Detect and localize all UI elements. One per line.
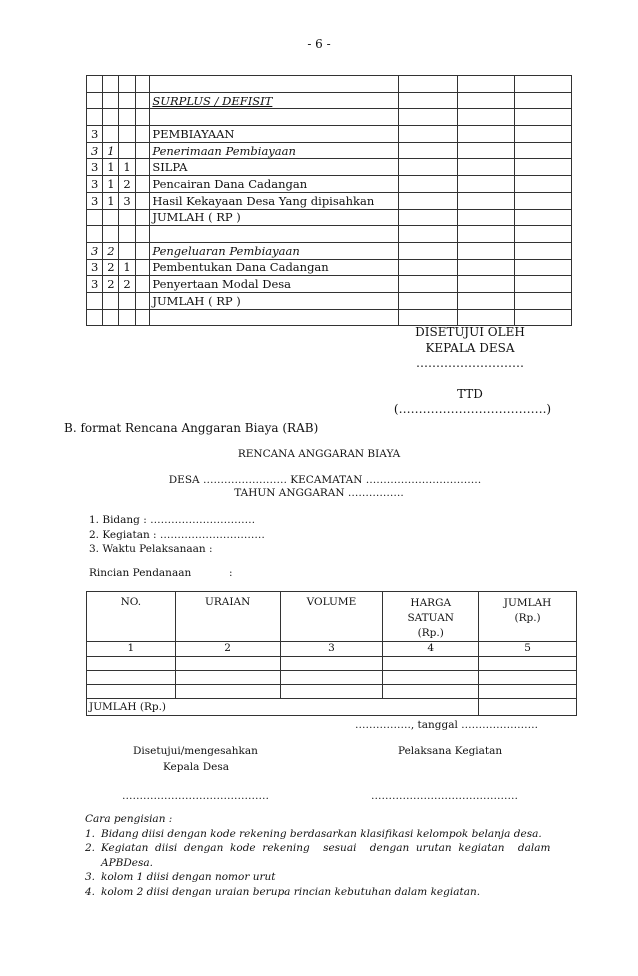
rab-number-row	[87, 642, 577, 657]
field-kegiatan: 2. Kegiatan : …………………………	[89, 529, 265, 541]
code-cell	[103, 76, 119, 93]
amount-cell	[515, 76, 572, 93]
num-1: 1	[87, 642, 176, 657]
code-cell	[135, 309, 150, 326]
amount-cell	[458, 92, 515, 109]
amount-cell	[458, 209, 515, 226]
num-4: 4	[383, 642, 479, 657]
amount-cell	[515, 309, 572, 326]
code-cell	[135, 159, 150, 176]
amount-cell	[515, 92, 572, 109]
col-volume: VOLUME	[280, 592, 383, 642]
code-cell: 3	[87, 159, 103, 176]
code-cell: 3	[87, 126, 103, 143]
rab-total-row	[87, 699, 577, 716]
notes-title: Cara pengisian :	[85, 813, 173, 825]
amount-cell	[399, 292, 458, 309]
list-item	[85, 827, 550, 842]
list-number: 2.	[85, 842, 96, 855]
code-cell	[87, 76, 103, 93]
amount-cell	[515, 292, 572, 309]
table-row	[87, 92, 572, 109]
table-row	[87, 126, 572, 143]
code-cell: 3	[87, 192, 103, 209]
code-cell	[135, 209, 150, 226]
amount-cell	[515, 109, 572, 126]
sig-left-role: Kepala Desa	[163, 761, 229, 773]
col-jumlah: JUMLAH (Rp.)	[479, 592, 577, 642]
code-cell: 3	[87, 276, 103, 293]
amount-cell	[399, 209, 458, 226]
table-row	[87, 192, 572, 209]
table-row	[87, 657, 577, 671]
filling-instructions	[85, 812, 550, 900]
code-cell	[119, 242, 135, 259]
amount-cell	[399, 92, 458, 109]
code-cell: 1	[103, 192, 119, 209]
list-text: kolom 1 diisi dengan nomor urut	[101, 871, 276, 884]
amount-cell	[399, 176, 458, 193]
list-number: 3.	[85, 871, 96, 884]
list-text: Bidang diisi dengan kode rekening berdasarkan klasifikasi kelompok belanja desa.	[101, 827, 542, 840]
code-cell	[135, 276, 150, 293]
sig-right-line: ……………………………………	[371, 790, 518, 802]
amount-cell	[399, 242, 458, 259]
table-row	[87, 142, 572, 159]
amount-cell	[515, 176, 572, 193]
code-cell	[135, 126, 150, 143]
account-label: Pengeluaran Pembiayaan	[150, 242, 399, 259]
sig-right-title: Pelaksana Kegiatan	[398, 745, 503, 757]
amount-cell	[515, 126, 572, 143]
code-cell	[135, 76, 150, 93]
amount-cell	[399, 109, 458, 126]
account-label: JUMLAH ( RP )	[150, 209, 399, 226]
account-label: Penyertaan Modal Desa	[150, 276, 399, 293]
code-cell	[119, 292, 135, 309]
place-date: ……………., tanggal ………………….	[355, 719, 538, 731]
num-3: 3	[280, 642, 383, 657]
amount-cell	[458, 192, 515, 209]
amount-cell	[458, 259, 515, 276]
code-cell	[103, 109, 119, 126]
code-cell	[87, 209, 103, 226]
account-label: JUMLAH ( RP )	[150, 292, 399, 309]
code-cell: 2	[119, 276, 135, 293]
code-cell	[103, 226, 119, 243]
amount-cell	[458, 309, 515, 326]
amount-cell	[515, 192, 572, 209]
col-no: NO.	[87, 592, 176, 642]
amount-cell	[399, 259, 458, 276]
table-row	[87, 176, 572, 193]
table-row	[87, 159, 572, 176]
page-number: - 6 -	[307, 37, 331, 51]
code-cell	[103, 309, 119, 326]
amount-cell	[515, 226, 572, 243]
account-label	[150, 226, 399, 243]
code-cell: 3	[119, 192, 135, 209]
approval-blank: ………………………	[416, 356, 524, 370]
code-cell: 1	[103, 176, 119, 193]
code-cell	[87, 226, 103, 243]
approval-signature: TTD	[457, 387, 483, 401]
code-cell	[87, 109, 103, 126]
rincian-label: Rincian Pendanaan	[89, 567, 192, 579]
code-cell: 3	[87, 176, 103, 193]
amount-cell	[458, 159, 515, 176]
code-cell	[135, 242, 150, 259]
code-cell: 1	[119, 159, 135, 176]
col-uraian: URAIAN	[175, 592, 280, 642]
rab-table	[86, 591, 577, 716]
amount-cell	[458, 109, 515, 126]
account-label	[150, 109, 399, 126]
code-cell	[119, 226, 135, 243]
code-cell	[103, 92, 119, 109]
code-cell: 3	[87, 142, 103, 159]
amount-cell	[458, 176, 515, 193]
account-label: Pembentukan Dana Cadangan	[150, 259, 399, 276]
list-text: kolom 2 diisi dengan uraian berupa rincian kebutuhan dalam kegiatan.	[101, 885, 481, 898]
table-row	[87, 685, 577, 699]
rab-header-row	[87, 592, 577, 642]
account-label: Penerimaan Pembiayaan	[150, 142, 399, 159]
sig-left-line: ……………………………………	[122, 790, 269, 802]
code-cell	[135, 292, 150, 309]
code-cell	[119, 109, 135, 126]
rab-title: RENCANA ANGGARAN BIAYA	[237, 448, 401, 460]
code-cell: 2	[119, 176, 135, 193]
table-row	[87, 242, 572, 259]
table-row	[87, 671, 577, 685]
amount-cell	[515, 276, 572, 293]
amount-cell	[458, 242, 515, 259]
list-number	[85, 856, 101, 871]
account-label	[150, 309, 399, 326]
code-cell: 1	[103, 142, 119, 159]
code-cell	[103, 209, 119, 226]
account-label: SILPA	[150, 159, 399, 176]
code-cell	[135, 176, 150, 193]
amount-cell	[399, 126, 458, 143]
table-row	[87, 226, 572, 243]
approval-title: DISETUJUI OLEH	[415, 325, 525, 339]
code-cell	[135, 226, 150, 243]
code-cell: 2	[103, 276, 119, 293]
amount-cell	[399, 276, 458, 293]
approval-role: KEPALA DESA	[425, 341, 515, 355]
code-cell: 3	[87, 242, 103, 259]
list-text: APBDesa.	[101, 856, 153, 869]
col-harga-satuan: HARGA SATUAN (Rp.)	[383, 592, 479, 642]
amount-cell	[515, 159, 572, 176]
table-row	[87, 109, 572, 126]
approval-name: (……………………………….)	[393, 402, 552, 416]
account-label: Hasil Kekayaan Desa Yang dipisahkan	[150, 192, 399, 209]
amount-cell	[399, 159, 458, 176]
list-number: 1.	[85, 827, 96, 840]
rab-tahun-line: TAHUN ANGGARAN …………….	[234, 487, 404, 499]
amount-cell	[399, 226, 458, 243]
code-cell	[135, 259, 150, 276]
list-item	[85, 885, 550, 900]
amount-cell	[458, 142, 515, 159]
code-cell	[135, 109, 150, 126]
sig-left-title: Disetujui/mengesahkan	[133, 745, 258, 757]
list-item	[85, 856, 550, 871]
field-bidang: 1. Bidang : …………………………	[89, 514, 256, 526]
account-label	[150, 76, 399, 93]
code-cell	[135, 92, 150, 109]
code-cell	[103, 126, 119, 143]
code-cell	[87, 309, 103, 326]
code-cell	[87, 92, 103, 109]
num-5: 5	[479, 642, 577, 657]
list-text: Kegiatan diisi dengan kode rekening sesuai dengan urutan kegiatan dalam	[101, 842, 551, 855]
account-label: PEMBIAYAAN	[150, 126, 399, 143]
amount-cell	[515, 209, 572, 226]
table-row	[87, 209, 572, 226]
code-cell	[103, 292, 119, 309]
account-label: SURPLUS / DEFISIT	[150, 92, 399, 109]
amount-cell	[458, 292, 515, 309]
total-label: JUMLAH (Rp.)	[87, 699, 479, 716]
code-cell	[119, 76, 135, 93]
code-cell: 3	[87, 259, 103, 276]
list-item	[85, 841, 550, 856]
code-cell	[135, 192, 150, 209]
amount-cell	[515, 242, 572, 259]
amount-cell	[399, 76, 458, 93]
amount-cell	[399, 142, 458, 159]
rincian-colon: :	[229, 567, 233, 579]
amount-cell	[515, 142, 572, 159]
list-number: 4.	[85, 885, 96, 898]
list-item	[85, 870, 550, 885]
amount-cell	[458, 226, 515, 243]
code-cell	[119, 142, 135, 159]
code-cell	[119, 92, 135, 109]
table-row	[87, 76, 572, 93]
rab-desa-line: DESA …………………… KECAMATAN ……………………………	[168, 474, 482, 486]
field-waktu: 3. Waktu Pelaksanaan :	[89, 543, 213, 555]
table-row	[87, 259, 572, 276]
code-cell	[119, 126, 135, 143]
num-2: 2	[175, 642, 280, 657]
code-cell	[119, 209, 135, 226]
amount-cell	[399, 192, 458, 209]
amount-cell	[399, 309, 458, 326]
table-row	[87, 276, 572, 293]
amount-cell	[515, 259, 572, 276]
code-cell: 1	[103, 159, 119, 176]
table-row	[87, 309, 572, 326]
financing-table	[86, 75, 572, 326]
code-cell: 2	[103, 259, 119, 276]
code-cell: 2	[103, 242, 119, 259]
amount-cell	[458, 76, 515, 93]
amount-cell	[458, 126, 515, 143]
code-cell	[135, 142, 150, 159]
code-cell	[119, 309, 135, 326]
amount-cell	[458, 276, 515, 293]
code-cell: 1	[119, 259, 135, 276]
table-row	[87, 292, 572, 309]
account-label: Pencairan Dana Cadangan	[150, 176, 399, 193]
section-b-title: B. format Rencana Anggaran Biaya (RAB)	[64, 421, 319, 435]
code-cell	[87, 292, 103, 309]
